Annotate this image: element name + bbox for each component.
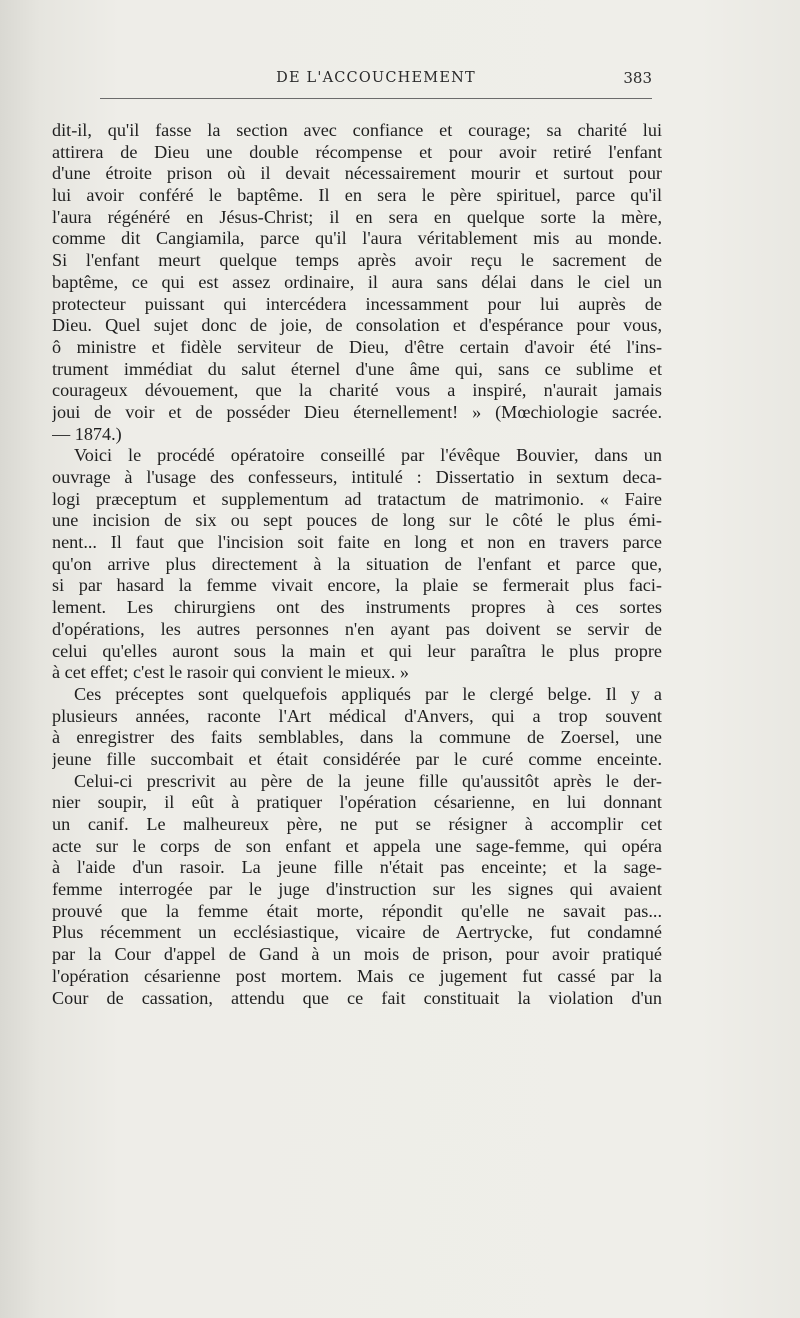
text-line: lui avoir conféré le baptême. Il en sera le père spirituel, parce qu'il [52, 185, 662, 206]
text-line: à enregistrer des faits semblables, dans la commune de Zoersel, une [52, 727, 662, 748]
text-line: d'une étroite prison où il devait nécessairement mourir et surtout pour [52, 163, 662, 184]
text-line: baptême, ce qui est assez ordinaire, il aura sans délai dans le ciel un [52, 271, 662, 292]
page-number: 383 [623, 69, 652, 87]
text-line: une incision de six ou sept pouces de long sur le côté le plus émi- [52, 510, 662, 531]
text-line: logi præceptum et supplementum ad tratactum de matrimonio. « Faire [52, 488, 662, 509]
body-text [52, 120, 662, 1009]
text-line: qu'on arrive plus directement à la situation de l'enfant et parce que, [52, 553, 662, 574]
text-line: un canif. Le malheureux père, ne put se résigner à accomplir cet [52, 814, 662, 834]
text-line: à cet effet; c'est le rasoir qui convient le mieux. » [52, 662, 409, 683]
text-line: nier soupir, il eût à pratiquer l'opération césarienne, en lui donnant [52, 792, 662, 813]
text-line: joui de voir et de posséder Dieu éternellement! » (Mœchiologie sacrée. [52, 401, 662, 422]
text-line: lement. Les chirurgiens ont des instruments propres à ces sortes [52, 597, 662, 618]
text-line: jeune fille succombait et était considérée par le curé comme enceinte. [52, 748, 662, 769]
page-header [100, 68, 652, 99]
text-line: si par hasard la femme vivait encore, la plaie se fermerait plus faci- [52, 575, 662, 596]
text-line: Cour de cassation, attendu que ce fait constituait la violation d'un [52, 987, 662, 1008]
text-line: prouvé que la femme était morte, répondit qu'elle ne savait pas... [52, 900, 662, 921]
text-line: ouvrage à l'usage des confesseurs, intitulé : Dissertatio in sextum deca- [52, 467, 662, 487]
running-head: DE L'ACCOUCHEMENT [276, 70, 476, 86]
text-line: femme interrogée par le juge d'instruction sur les signes qui avaient [52, 879, 662, 900]
text-line: Plus récemment un ecclésiastique, vicaire de Aertrycke, fut condamné [52, 922, 662, 943]
text-line: trument immédiat du salut éternel d'une âme qui, sans ce sublime et [52, 358, 662, 379]
text-line: à l'aide d'un rasoir. La jeune fille n'était pas enceinte; et la sage- [52, 857, 662, 878]
text-line: d'opérations, les autres personnes n'en ayant pas doivent se servir de [52, 618, 662, 639]
text-line: nent... Il faut que l'incision soit faite en long et non en travers parce [52, 532, 662, 553]
text-line: acte sur le corps de son enfant et appela une sage-femme, qui opéra [52, 835, 662, 856]
text-line: celui qu'elles auront sous la main et qui leur paraîtra le plus propre [52, 640, 662, 661]
text-line: ô ministre et fidèle serviteur de Dieu, d'être certain d'avoir été l'ins- [52, 336, 662, 357]
text-line: plusieurs années, raconte l'Art médical d'Anvers, qui a trop souvent [52, 705, 662, 726]
text-line: courageux dévouement, que la charité vous a inspiré, n'aurait jamais [52, 380, 662, 401]
text-line: l'aura régénéré en Jésus-Christ; il en sera en quelque sorte la mère, [52, 206, 662, 227]
text-line: — 1874.) [52, 423, 122, 444]
text-line: Voici le procédé opératoire conseillé par l'évêque Bouvier, dans un [74, 445, 662, 466]
text-line: attirera de Dieu une double récompense et pour avoir retiré l'enfant [52, 141, 662, 162]
text-line: dit-il, qu'il fasse la section avec confiance et courage; sa charité lui [52, 120, 662, 140]
text-line: l'opération césarienne post mortem. Mais ce jugement fut cassé par la [52, 965, 662, 986]
text-line: protecteur puissant qui intercédera incessamment pour lui auprès de [52, 293, 662, 314]
text-line: comme dit Cangiamila, parce qu'il l'aura véritablement mis au monde. [52, 228, 662, 249]
text-line: Celui-ci prescrivit au père de la jeune fille qu'aussitôt après le der- [74, 770, 662, 791]
text-line: Dieu. Quel sujet donc de joie, de consolation et d'espérance pour vous, [52, 315, 662, 336]
text-line: Si l'enfant meurt quelque temps après avoir reçu le sacrement de [52, 250, 662, 271]
text-line: par la Cour d'appel de Gand à un mois de prison, pour avoir pratiqué [52, 944, 662, 965]
text-line: Ces préceptes sont quelquefois appliqués par le clergé belge. Il y a [74, 683, 662, 704]
